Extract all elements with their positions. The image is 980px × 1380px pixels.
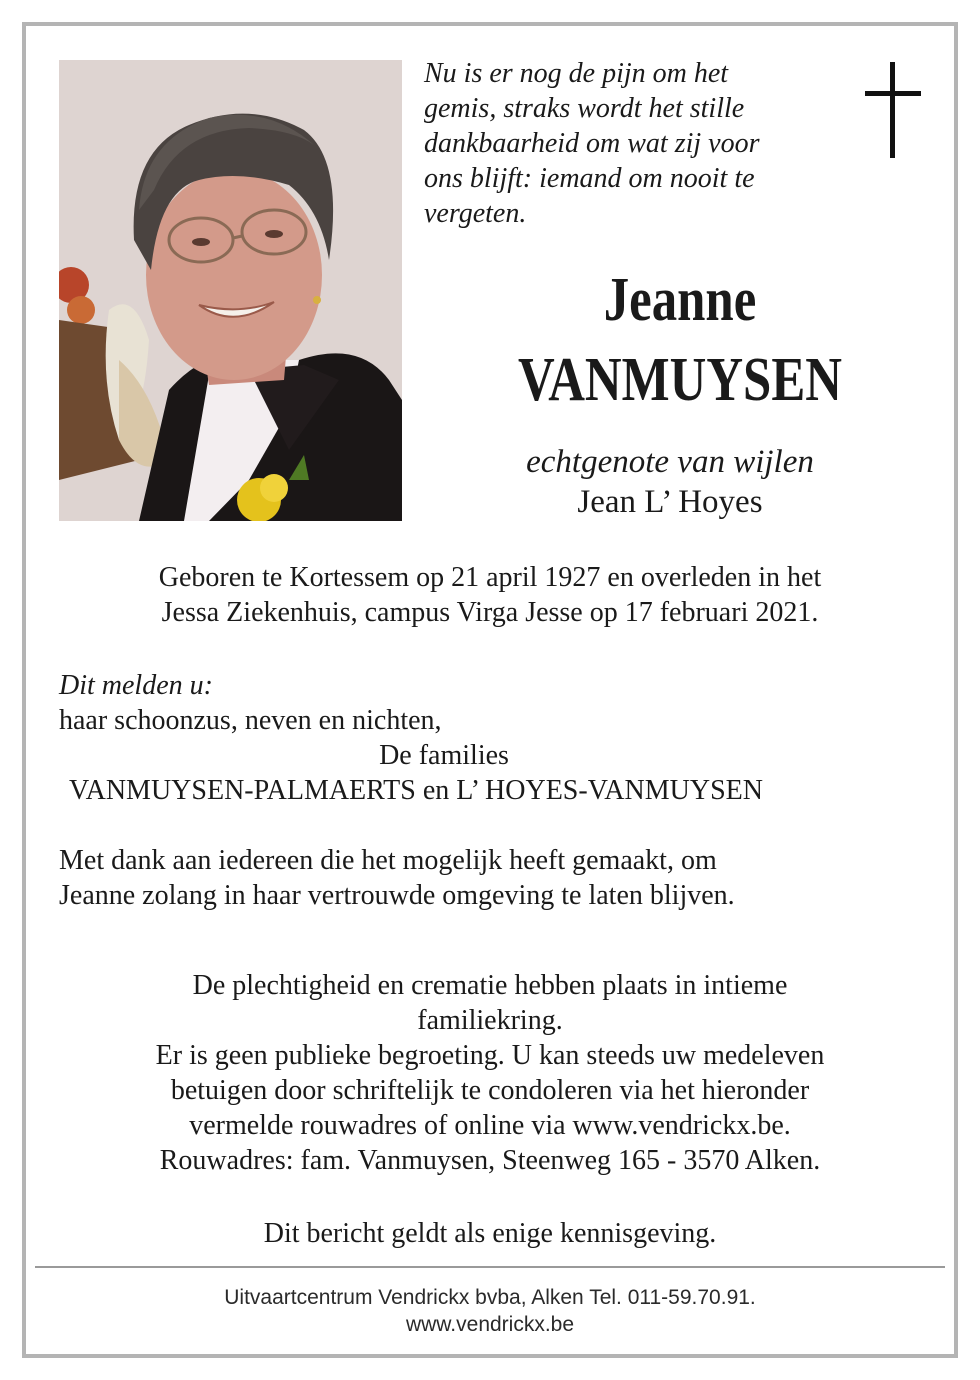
footer-divider xyxy=(35,1266,945,1268)
poem xyxy=(424,56,844,231)
announcement-family-names: VANMUYSEN-PALMAERTS en L’ HOYES-VANMUYSEN xyxy=(69,775,763,806)
portrait-photo xyxy=(59,60,402,521)
ceremony-details xyxy=(40,968,940,1178)
funeral-home-footer xyxy=(40,1284,940,1338)
spouse-name: Jean L’ Hoyes xyxy=(577,484,763,520)
birth-death-line: Jessa Ziekenhuis, campus Virga Jesse op 17 februari 2021. xyxy=(161,597,819,628)
announcement xyxy=(59,668,939,808)
funeral-home-website: www.vendrickx.be xyxy=(405,1313,575,1336)
funeral-home-contact: Uitvaartcentrum Vendrickx bvba, Alken Tel. 011-59.70.91. xyxy=(224,1286,756,1309)
birth-death-details xyxy=(40,560,940,630)
birth-death-line: Geboren te Kortessem op 21 april 1927 en overleden in het xyxy=(158,562,822,593)
announcement-intro: Dit melden u: xyxy=(59,670,213,701)
poem-line: dankbaarheid om wat zij voor xyxy=(424,128,760,159)
deceased-last-name: VANMUYSEN xyxy=(518,346,842,414)
ceremony-line: vermelde rouwadres of online via www.vendrickx.be. xyxy=(189,1110,791,1141)
spouse-label: echtgenote van wijlen xyxy=(526,444,814,480)
deceased-first-name: Jeanne xyxy=(603,266,757,334)
sole-notice: Dit bericht geldt als enige kennisgeving. xyxy=(263,1218,717,1249)
thanks-message xyxy=(59,843,939,913)
ceremony-line: betuigen door schriftelijk te condoleren via het hieronder xyxy=(170,1075,810,1106)
poem-line: ons blijft: iemand om nooit te xyxy=(424,163,755,194)
ceremony-line: Er is geen publieke begroeting. U kan steeds uw medeleven xyxy=(155,1040,825,1071)
announcement-families-label: De families xyxy=(379,740,509,771)
ceremony-line: De plechtigheid en crematie hebben plaats in intieme xyxy=(192,970,788,1001)
thanks-line: Jeanne zolang in haar vertrouwde omgeving te laten blijven. xyxy=(59,880,735,911)
latin-cross-icon xyxy=(865,62,923,160)
ceremony-line: Rouwadres: fam. Vanmuysen, Steenweg 165 - 3570 Alken. xyxy=(159,1145,821,1176)
announcement-relatives: haar schoonzus, neven en nichten, xyxy=(59,705,442,736)
poem-line: vergeten. xyxy=(424,198,527,229)
poem-line: Nu is er nog de pijn om het xyxy=(424,58,729,89)
thanks-line: Met dank aan iedereen die het mogelijk heeft gemaakt, om xyxy=(59,845,717,876)
ceremony-line: familiekring. xyxy=(417,1005,563,1036)
poem-line: gemis, straks wordt het stille xyxy=(424,93,745,124)
